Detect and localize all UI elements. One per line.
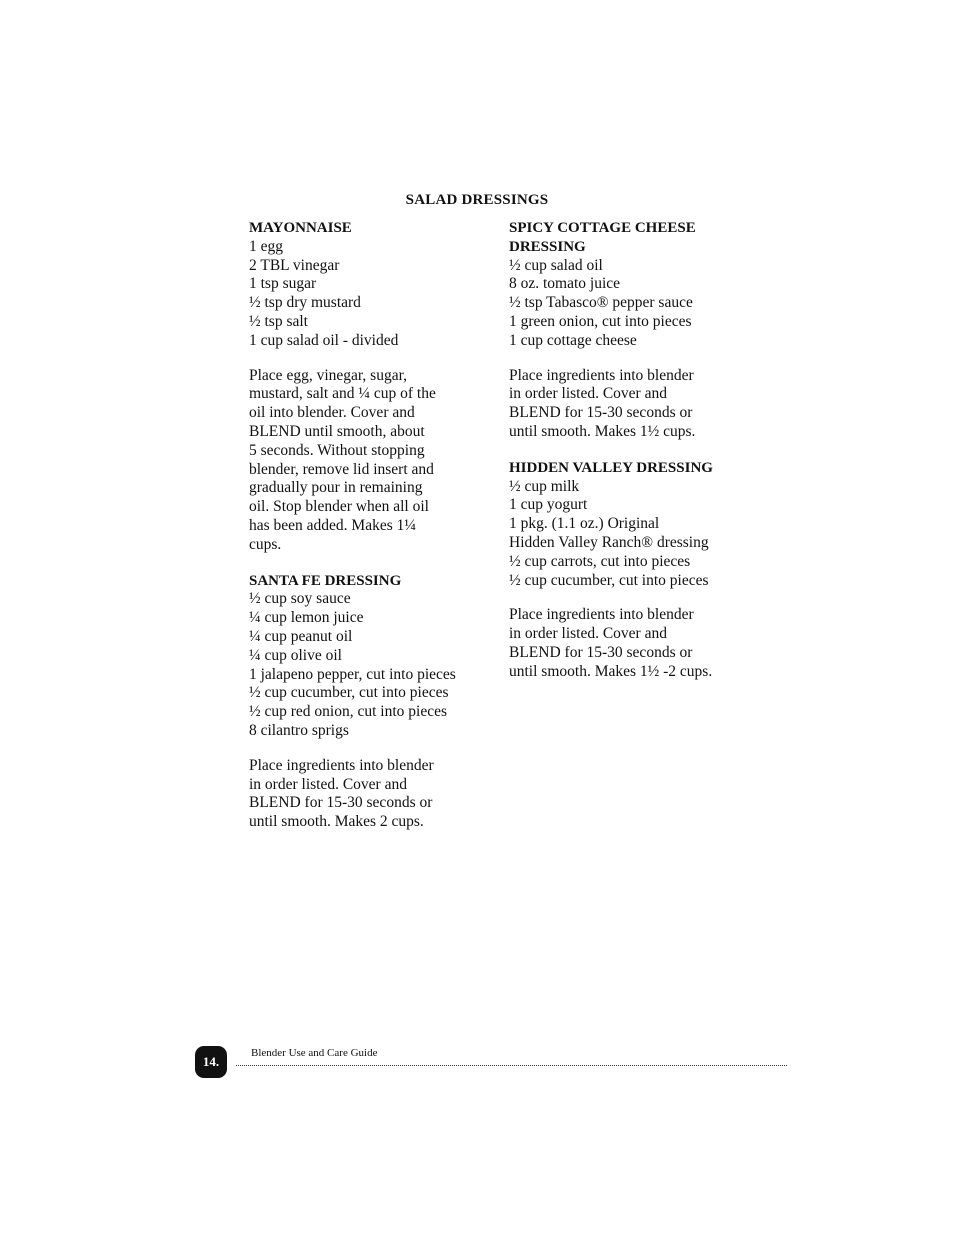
page-number-badge: 14. xyxy=(195,1046,227,1078)
instruction-line: oil. Stop blender when all oil xyxy=(249,498,429,516)
ingredient-line: ¼ cup peanut oil xyxy=(249,627,353,645)
instruction-line: in order listed. Cover and xyxy=(509,385,667,403)
instruction-line: BLEND for 15-30 seconds or xyxy=(509,404,693,422)
recipe-title: SANTA FE DRESSING xyxy=(249,572,402,589)
ingredient-line: ¼ cup lemon juice xyxy=(249,609,364,627)
ingredient-line: 1 green onion, cut into pieces xyxy=(509,312,692,330)
ingredient-line: ½ tsp dry mustard xyxy=(249,294,361,312)
instruction-line: gradually pour in remaining xyxy=(249,479,423,497)
recipe-instructions xyxy=(509,367,741,442)
instruction-line: Place ingredients into blender xyxy=(509,606,694,624)
instruction-line: Place ingredients into blender xyxy=(249,756,434,774)
instruction-line: BLEND until smooth, about xyxy=(249,422,425,440)
ingredient-line: 1 egg xyxy=(249,237,284,255)
instruction-line: oil into blender. Cover and xyxy=(249,404,415,422)
ingredient-line: ½ cup cucumber, cut into pieces xyxy=(509,571,709,589)
left-column xyxy=(249,219,481,849)
recipe-block xyxy=(509,459,741,682)
ingredient-line: 1 tsp sugar xyxy=(249,275,317,293)
ingredient-line: ½ cup cucumber, cut into pieces xyxy=(249,684,449,702)
instruction-line: cups. xyxy=(249,535,282,553)
instruction-line: until smooth. Makes 1½ cups. xyxy=(509,422,696,440)
recipe-block xyxy=(249,219,481,555)
recipe-instructions xyxy=(249,757,481,832)
ingredient-line: 8 oz. tomato juice xyxy=(509,275,621,293)
instruction-line: Place egg, vinegar, sugar, xyxy=(249,366,408,384)
instruction-line: until smooth. Makes 1½ -2 cups. xyxy=(509,662,713,680)
right-column xyxy=(509,219,741,699)
recipe-block xyxy=(509,219,741,442)
ingredient-line: 1 cup cottage cheese xyxy=(509,331,637,349)
section-title: SALAD DRESSINGS xyxy=(405,192,549,208)
ingredient-line: ¼ cup olive oil xyxy=(249,646,342,664)
recipe-title: MAYONNAISE xyxy=(249,220,352,236)
instruction-line: Place ingredients into blender xyxy=(509,366,694,384)
ingredient-line: 1 cup yogurt xyxy=(509,496,588,514)
ingredient-line: ½ cup carrots, cut into pieces xyxy=(509,552,691,570)
ingredient-line: ½ cup red onion, cut into pieces xyxy=(249,703,448,721)
ingredient-line: 1 cup salad oil - divided xyxy=(249,331,399,349)
ingredient-line: ½ cup salad oil xyxy=(509,256,603,274)
instruction-line: BLEND for 15-30 seconds or xyxy=(249,794,433,812)
ingredient-line: 1 jalapeno pepper, cut into pieces xyxy=(249,665,456,683)
instruction-line: in order listed. Cover and xyxy=(509,625,667,643)
recipe-instructions xyxy=(509,606,741,681)
ingredient-line: ½ cup soy sauce xyxy=(249,590,351,608)
recipe-title: SPICY COTTAGE CHEESE xyxy=(509,220,696,236)
recipe-title: HIDDEN VALLEY DRESSING xyxy=(509,459,713,476)
ingredient-line: ½ tsp salt xyxy=(249,312,308,330)
recipe-instructions xyxy=(249,367,481,555)
ingredient-line: ½ cup milk xyxy=(509,477,580,495)
footer-dotted-rule xyxy=(236,1065,787,1066)
instruction-line: BLEND for 15-30 seconds or xyxy=(509,643,693,661)
ingredient-line: 2 TBL vinegar xyxy=(249,256,340,274)
instruction-line: 5 seconds. Without stopping xyxy=(249,441,425,459)
instruction-line: until smooth. Makes 2 cups. xyxy=(249,813,424,831)
instruction-line: has been added. Makes 1¼ xyxy=(249,516,417,534)
footer-guide-title: Blender Use and Care Guide xyxy=(251,1047,378,1059)
instruction-line: in order listed. Cover and xyxy=(249,775,407,793)
recipe-block xyxy=(249,572,481,832)
ingredient-line: ½ tsp Tabasco® pepper sauce xyxy=(509,294,693,312)
ingredient-line: Hidden Valley Ranch® dressing xyxy=(509,533,709,551)
instruction-line: mustard, salt and ¼ cup of the xyxy=(249,385,436,403)
ingredient-line: 1 pkg. (1.1 oz.) Original xyxy=(509,515,660,533)
recipe-title: DRESSING xyxy=(509,238,586,255)
instruction-line: blender, remove lid insert and xyxy=(249,460,434,478)
ingredient-line: 8 cilantro sprigs xyxy=(249,721,349,739)
